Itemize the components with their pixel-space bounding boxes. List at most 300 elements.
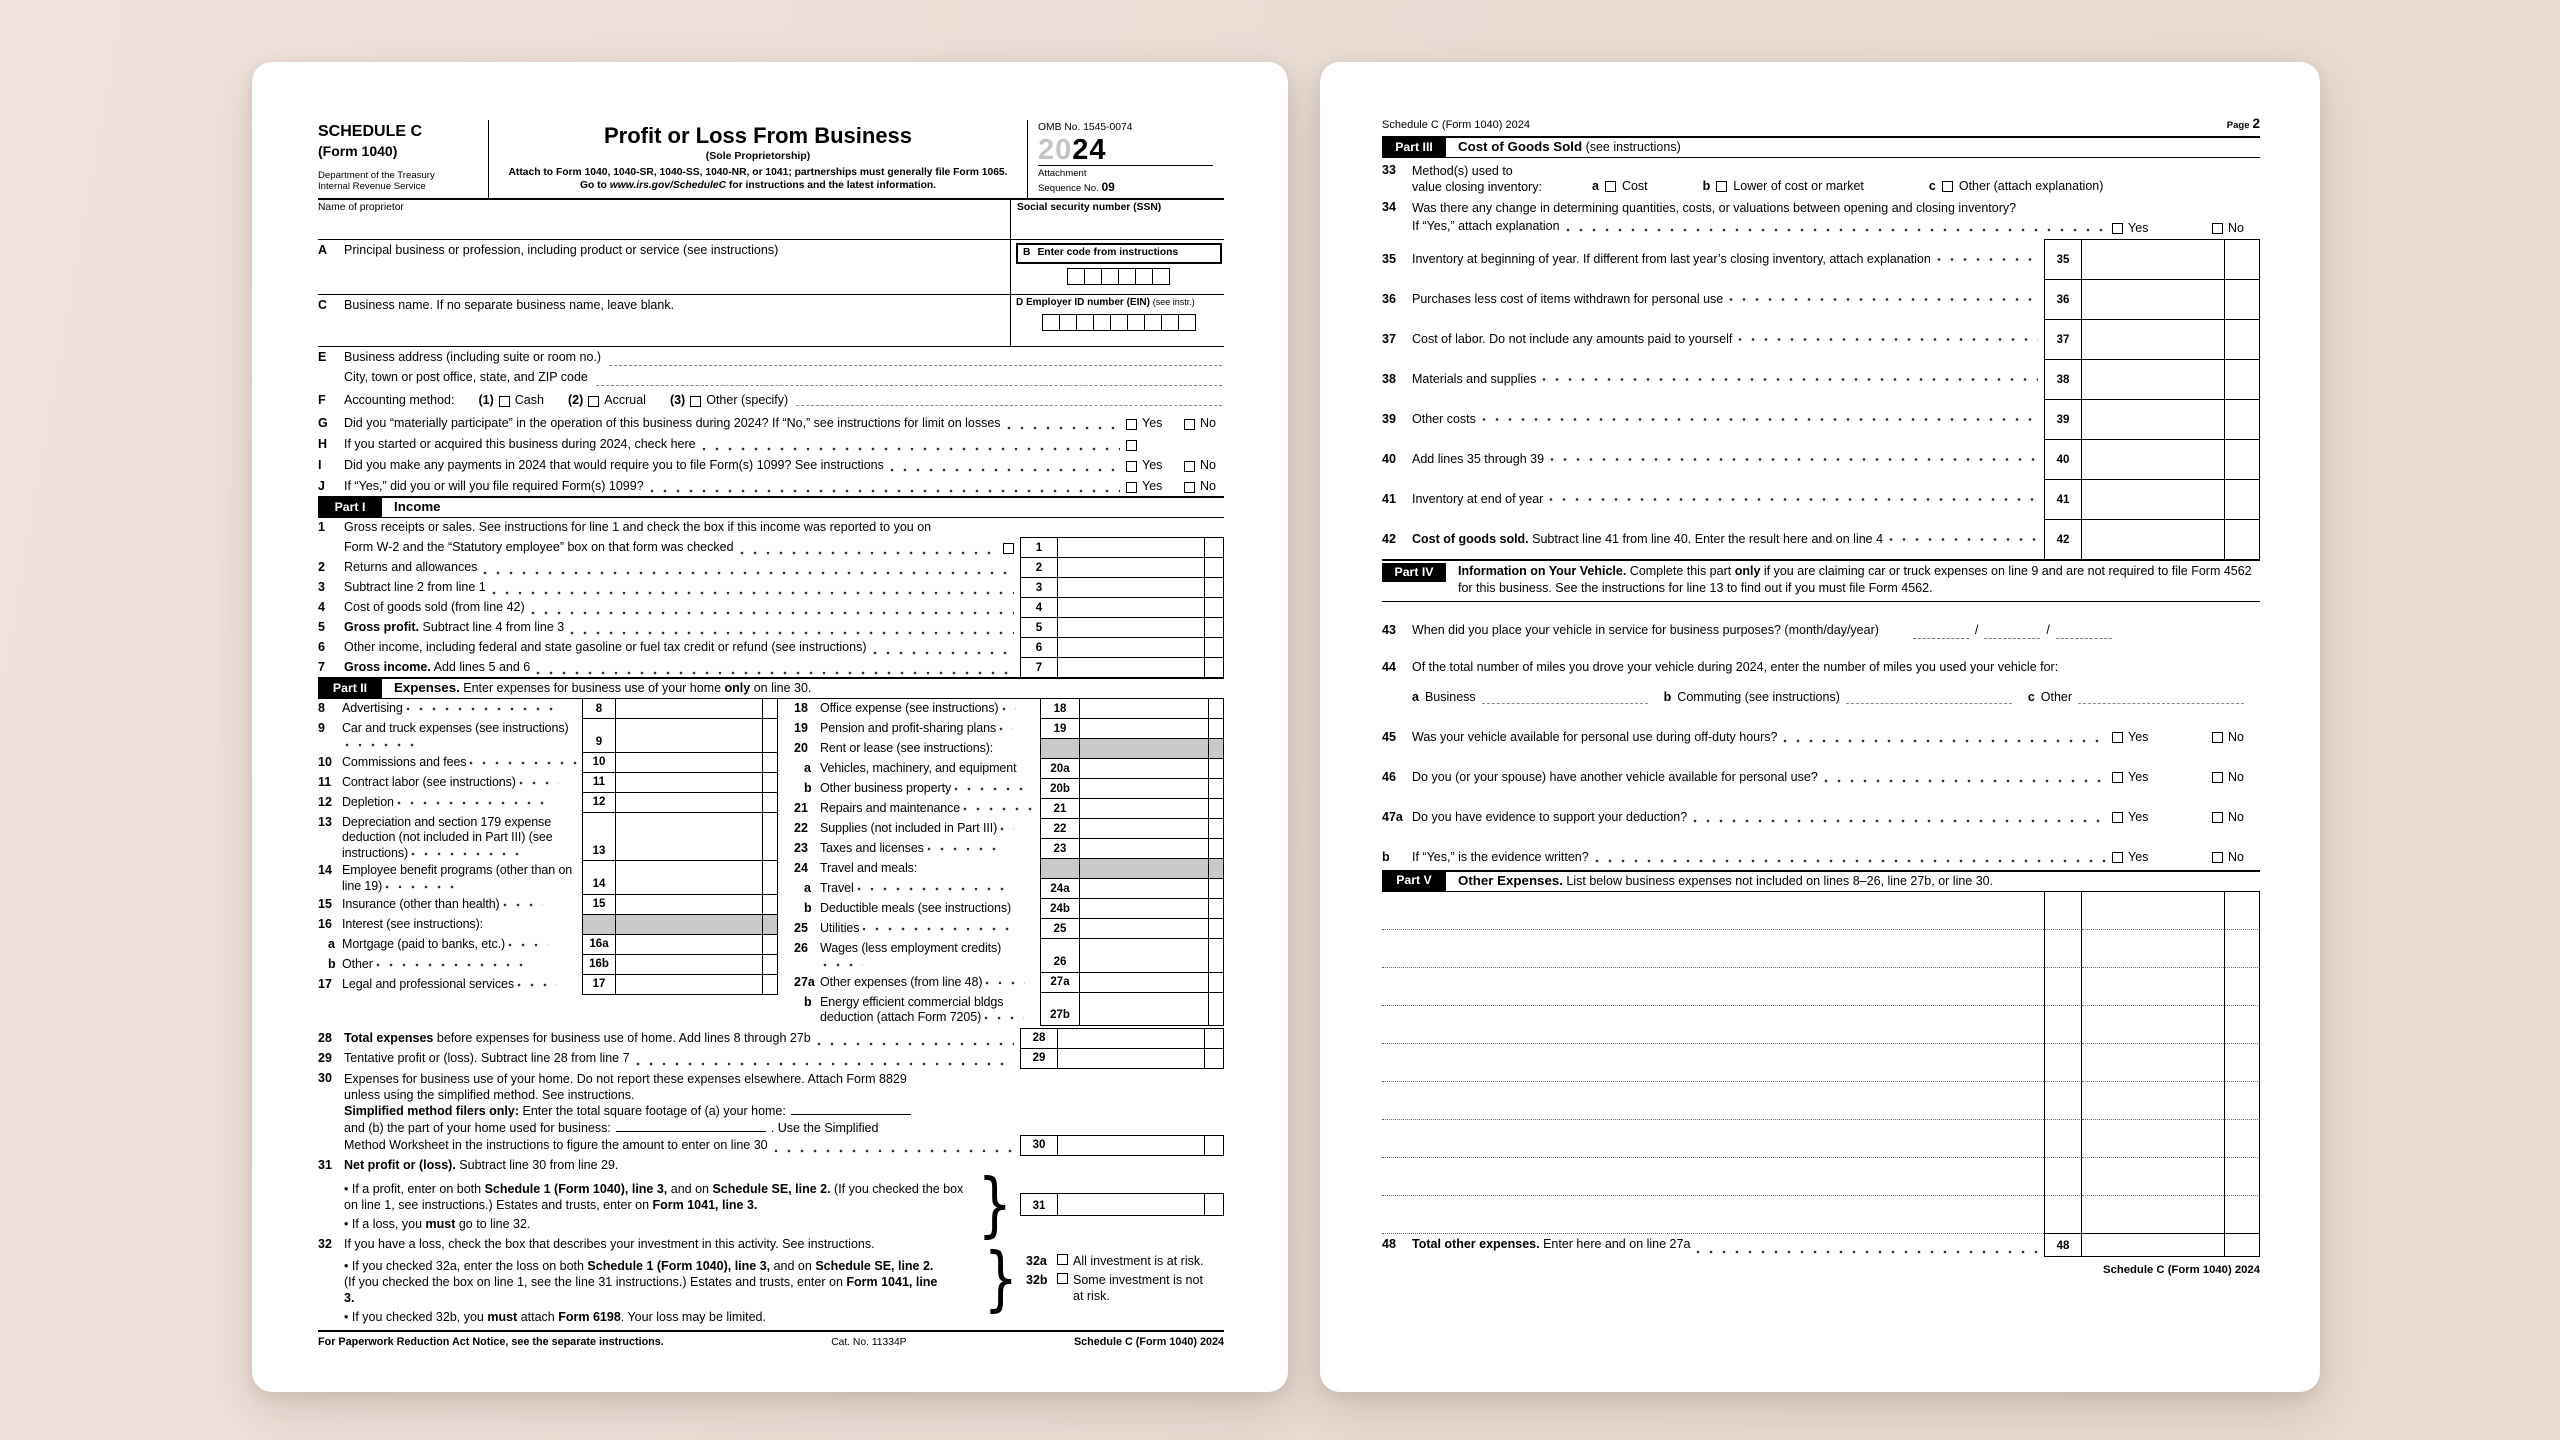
- dotted-leader: [406, 702, 556, 712]
- cents-entry[interactable]: [2224, 399, 2260, 440]
- dotted-leader: [411, 847, 521, 857]
- description-entry-line[interactable]: [1382, 1044, 2044, 1082]
- bullet-text: attach: [517, 1309, 559, 1324]
- amount-entry[interactable]: [2082, 399, 2224, 440]
- date-separator: /: [1974, 623, 1979, 637]
- cents-entry[interactable]: [762, 954, 778, 975]
- line-box: 1: [1020, 537, 1058, 558]
- amount-entry[interactable]: [2082, 1044, 2224, 1082]
- cents-entry[interactable]: [1204, 1028, 1224, 1049]
- only-bold: only: [724, 681, 751, 696]
- page-2-footer: Schedule C (Form 1040) 2024: [2103, 1263, 2260, 1276]
- form-header: [318, 120, 1224, 200]
- yes-label: Yes: [2128, 220, 2149, 235]
- ein-digit-cell[interactable]: [1093, 314, 1111, 331]
- line-label: Materials and supplies: [1412, 372, 1537, 387]
- no-label: No: [1200, 458, 1216, 473]
- code-digit-cell[interactable]: [1101, 268, 1119, 285]
- line-label: Purchases less cost of items withdrawn for personal use: [1412, 292, 1724, 307]
- amount-entry[interactable]: [616, 792, 762, 813]
- line-number: 27a: [794, 974, 815, 989]
- label-text: Rent or lease (see instructions):: [820, 741, 994, 756]
- line-number: 3: [318, 580, 325, 595]
- ssn-field[interactable]: Social security number (SSN): [1010, 200, 1224, 239]
- cents-entry[interactable]: [1204, 637, 1224, 658]
- line-label: [344, 1155, 618, 1176]
- ein-digit-cell[interactable]: [1144, 314, 1162, 331]
- amount-entry[interactable]: [1080, 918, 1208, 939]
- label-bold: Net profit or (loss).: [344, 1157, 456, 1172]
- line-sublabel: (see instr.): [1152, 297, 1195, 308]
- expense-line-row: [794, 818, 1224, 839]
- amount-entry[interactable]: [2082, 239, 2224, 280]
- line-label: Enter code from instructions: [1037, 247, 1179, 259]
- label-text: Car and truck expenses (see instructions): [342, 721, 569, 736]
- line-32a-checkbox[interactable]: [1057, 1254, 1068, 1265]
- part-2-title: [394, 680, 811, 697]
- cents-entry[interactable]: [1208, 778, 1224, 799]
- cents-entry[interactable]: [2224, 479, 2260, 520]
- line-34-no-checkbox[interactable]: [2212, 223, 2223, 234]
- cogs-line-row: [1382, 439, 2260, 480]
- amount-entry[interactable]: [1080, 878, 1208, 899]
- line-label: [820, 718, 1040, 739]
- expenses-right-column: [794, 698, 1224, 1026]
- expense-line-row: [318, 772, 778, 793]
- cents-entry[interactable]: [1208, 972, 1224, 993]
- line-32-bullet-2: [344, 1309, 944, 1325]
- line-34-yes-checkbox[interactable]: [2112, 223, 2123, 234]
- day-entry[interactable]: [1984, 627, 2040, 639]
- line-label: [1412, 1233, 1690, 1257]
- dotted-leader: [1566, 218, 2106, 236]
- expense-line-row: [794, 718, 1224, 739]
- amount-entry[interactable]: [2082, 1196, 2224, 1234]
- line-number: 46: [1382, 770, 1396, 784]
- yes-label: Yes: [1142, 416, 1163, 431]
- amount-entry[interactable]: [2082, 359, 2224, 400]
- amount-entry[interactable]: [2082, 479, 2224, 520]
- amount-entry[interactable]: [1080, 838, 1208, 859]
- amount-entry[interactable]: [1080, 698, 1208, 719]
- code-digit-cell[interactable]: [1067, 268, 1085, 285]
- amount-entry[interactable]: [1058, 597, 1204, 618]
- option-label: Commuting (see instructions): [1677, 690, 1840, 704]
- amount-entry[interactable]: [1058, 537, 1204, 558]
- line-box: 2: [1020, 557, 1058, 578]
- description-entry-line[interactable]: [1382, 930, 2044, 968]
- cents-entry[interactable]: [1208, 758, 1224, 779]
- ein-digit-cell[interactable]: [1110, 314, 1128, 331]
- income-line-row: [318, 597, 1224, 618]
- cents-entry[interactable]: [762, 934, 778, 955]
- expense-line-row: [794, 898, 1224, 919]
- amount-entry[interactable]: [616, 860, 762, 894]
- cost-checkbox[interactable]: [1605, 181, 1616, 192]
- label-bold: Cost of goods sold.: [1412, 532, 1529, 547]
- description-entry-line[interactable]: [1382, 1196, 2044, 1234]
- brace: }: [977, 1163, 1012, 1246]
- amount-entry[interactable]: [1058, 657, 1204, 678]
- line-label: [344, 657, 530, 678]
- amount-entry[interactable]: [1080, 798, 1208, 819]
- cents-entry[interactable]: [1208, 718, 1224, 739]
- dotted-leader: [376, 958, 526, 968]
- statutory-employee-checkbox[interactable]: [1003, 543, 1014, 554]
- line-number: 20: [794, 741, 808, 756]
- cents-entry[interactable]: [2224, 1196, 2260, 1234]
- month-entry[interactable]: [1913, 627, 1969, 639]
- amount-entry[interactable]: [616, 698, 762, 719]
- part-1-tag: Part I: [318, 498, 382, 517]
- description-entry-line[interactable]: [1382, 1006, 2044, 1044]
- cogs-line-row: [1382, 319, 2260, 360]
- lower-cost-checkbox[interactable]: [1716, 181, 1727, 192]
- line-label: If you have a loss, check the box that describes your investment in this activity. See instructions.: [344, 1236, 875, 1251]
- description-entry-line[interactable]: [1382, 892, 2044, 930]
- description-entry-line[interactable]: [1382, 1082, 2044, 1120]
- line-label: [820, 938, 1040, 972]
- no-label: No: [2228, 220, 2244, 235]
- other-expense-blank-row: [1382, 1158, 2260, 1196]
- label-bold: Gross income.: [344, 660, 431, 675]
- year-entry[interactable]: [2056, 627, 2112, 639]
- cents-entry[interactable]: [1204, 1135, 1224, 1156]
- cents-entry[interactable]: [2224, 439, 2260, 480]
- amount-entry[interactable]: [1080, 992, 1208, 1026]
- cents-entry[interactable]: [2224, 1158, 2260, 1196]
- line-label: When did you place your vehicle in service for business purposes? (month/day/year): [1412, 623, 1879, 637]
- cents-entry[interactable]: [762, 894, 778, 915]
- cents-entry[interactable]: [1208, 698, 1224, 719]
- cents-entry[interactable]: [762, 792, 778, 813]
- yes-option: [2112, 810, 2212, 826]
- business-footage-entry[interactable]: [616, 1121, 766, 1132]
- line-I-no-checkbox[interactable]: [1184, 461, 1195, 472]
- part-3-header: [1382, 136, 2260, 158]
- code-digit-cell[interactable]: [1118, 268, 1136, 285]
- other-miles-entry[interactable]: [2078, 703, 2244, 704]
- shaded-cell: [1080, 738, 1208, 759]
- cents-entry[interactable]: [2224, 1006, 2260, 1044]
- commuting-miles-entry[interactable]: [1846, 703, 2012, 704]
- line-letter: B: [1023, 247, 1031, 259]
- label-text: Deductible meals (see instructions): [820, 901, 1012, 916]
- part-4-header: [1382, 559, 2260, 601]
- amount-entry[interactable]: [1058, 1028, 1204, 1049]
- form-id-footer: Schedule C (Form 1040) 2024: [1073, 1335, 1224, 1348]
- goto-pre: Go to: [579, 180, 610, 192]
- cents-entry[interactable]: [1204, 597, 1224, 618]
- bullet-text: • If you checked 32b, you: [344, 1309, 488, 1324]
- line-J-yes-checkbox[interactable]: [1126, 482, 1137, 493]
- cents-entry[interactable]: [762, 752, 778, 773]
- cents-entry[interactable]: [1208, 918, 1224, 939]
- line-47a-no-checkbox[interactable]: [2212, 812, 2223, 823]
- amount-entry[interactable]: [1080, 898, 1208, 919]
- line-number: 34: [1382, 200, 1396, 215]
- city-entry-line[interactable]: [596, 370, 1222, 386]
- line-G-yes-checkbox[interactable]: [1126, 419, 1137, 430]
- cents-entry[interactable]: [1204, 557, 1224, 578]
- line-label: If you started or acquired this business during 2024, check here: [344, 437, 696, 452]
- cents-entry[interactable]: [762, 860, 778, 894]
- line-J-no-checkbox[interactable]: [1184, 482, 1195, 493]
- square-footage-entry[interactable]: [791, 1104, 911, 1115]
- line-number: 8: [318, 701, 325, 716]
- cash-checkbox[interactable]: [499, 396, 510, 407]
- bullet-bold: Form 1041, line 3.: [344, 1274, 938, 1305]
- label-line1: Was there any change in determining quantities, costs, or valuations between opening and closing inventory?: [1412, 201, 2017, 216]
- line-box: 21: [1040, 798, 1080, 819]
- option-letter: b: [1663, 690, 1672, 704]
- line-label: [342, 812, 582, 862]
- cents-entry[interactable]: [2224, 968, 2260, 1006]
- amount-entry[interactable]: [2082, 892, 2224, 930]
- line-number: 1: [318, 520, 325, 535]
- cogs-line-row: [1382, 399, 2260, 440]
- amount-entry[interactable]: [2082, 279, 2224, 320]
- cents-entry[interactable]: [2224, 519, 2260, 560]
- dotted-leader: [1550, 439, 2038, 480]
- amount-entry[interactable]: [616, 772, 762, 793]
- amount-entry[interactable]: [616, 752, 762, 773]
- dotted-leader: [1696, 1233, 2038, 1257]
- line-label: [820, 838, 1040, 859]
- cents-entry[interactable]: [1204, 617, 1224, 638]
- dotted-leader: [1595, 850, 2106, 866]
- line-32b-checkbox[interactable]: [1057, 1273, 1068, 1284]
- line-C-D-row: [318, 295, 1224, 347]
- line-I-yes-checkbox[interactable]: [1126, 461, 1137, 472]
- cents-entry[interactable]: [2224, 359, 2260, 400]
- amount-entry[interactable]: [2082, 439, 2224, 480]
- code-digit-cell[interactable]: [1152, 268, 1170, 285]
- amount-entry[interactable]: [616, 954, 762, 975]
- line-number: 7: [318, 660, 325, 675]
- income-line-row: [318, 617, 1224, 638]
- dotted-leader: [963, 802, 1033, 812]
- amount-entry[interactable]: [1080, 758, 1208, 779]
- ein-digit-cell[interactable]: [1059, 314, 1077, 331]
- amount-entry[interactable]: [616, 812, 762, 862]
- part-5-title-text: List below business expenses not included on lines 8–26, line 27b, or line 30.: [1562, 873, 1994, 888]
- income-line-row: [318, 637, 1224, 658]
- ein-digit-cell[interactable]: [1076, 314, 1094, 331]
- line-number: 31: [318, 1157, 332, 1172]
- line-label: Do you have evidence to support your deduction?: [1412, 810, 1688, 824]
- amount-entry[interactable]: [2082, 1006, 2224, 1044]
- amount-entry[interactable]: [1058, 577, 1204, 598]
- label-text: Other income, including federal and state gasoline or fuel tax credit or refund (see instructions): [344, 640, 867, 655]
- line-number: 23: [794, 841, 808, 856]
- amount-entry[interactable]: [2082, 1233, 2224, 1257]
- amount-entry[interactable]: [2082, 930, 2224, 968]
- cents-entry[interactable]: [2224, 1082, 2260, 1120]
- line-45-yes-checkbox[interactable]: [2112, 732, 2123, 743]
- expense-line-row: [794, 838, 1224, 859]
- amount-entry[interactable]: [616, 718, 762, 752]
- proprietor-name-field[interactable]: Name of proprietor: [318, 202, 404, 214]
- expense-line-row: [318, 698, 778, 719]
- code-digit-cell[interactable]: [1084, 268, 1102, 285]
- line-number: 12: [318, 794, 332, 809]
- cents-entry[interactable]: [1204, 1193, 1224, 1216]
- dotted-leader: [857, 882, 1007, 892]
- amount-entry[interactable]: [616, 974, 762, 995]
- cents-entry[interactable]: [762, 812, 778, 862]
- expense-line-row: [794, 878, 1224, 899]
- cents-entry[interactable]: [2224, 1120, 2260, 1158]
- amount-entry[interactable]: [2082, 319, 2224, 360]
- line-H-checkbox[interactable]: [1126, 440, 1137, 451]
- cents-entry[interactable]: [1204, 1048, 1224, 1069]
- amount-entry[interactable]: [1080, 778, 1208, 799]
- amount-entry[interactable]: [2082, 1158, 2224, 1196]
- cents-entry[interactable]: [1208, 798, 1224, 819]
- dotted-leader: [702, 433, 1120, 454]
- no-option: [1184, 475, 1224, 496]
- expense-line-row: [318, 718, 778, 752]
- other-expense-blank-row: [1382, 1006, 2260, 1044]
- part-5-header: [1382, 870, 2260, 892]
- amount-entry[interactable]: [1080, 718, 1208, 739]
- cents-entry[interactable]: [2224, 319, 2260, 360]
- amount-entry[interactable]: [1058, 637, 1204, 658]
- description-entry-line[interactable]: [1382, 1120, 2044, 1158]
- ein-digit-cell[interactable]: [1161, 314, 1179, 331]
- label-text: Subtract line 2 from line 1: [344, 580, 486, 595]
- cents-entry[interactable]: [1204, 657, 1224, 678]
- line-46-yes-checkbox[interactable]: [2112, 772, 2123, 783]
- line-box: 12: [582, 792, 616, 813]
- cents-entry[interactable]: [1208, 878, 1224, 899]
- cents-entry[interactable]: [1208, 818, 1224, 839]
- amount-entry[interactable]: [2082, 1082, 2224, 1120]
- line-number: 32b: [1026, 1272, 1048, 1287]
- cents-entry[interactable]: [2224, 930, 2260, 968]
- line-box: 17: [582, 974, 616, 995]
- ein-digit-cell[interactable]: [1042, 314, 1060, 331]
- cents-entry[interactable]: [762, 974, 778, 995]
- line-30-line1: Expenses for business use of your home. Do not report these expenses elsewhere. Attach Form 8829: [344, 1071, 907, 1086]
- line-G-no-checkbox[interactable]: [1184, 419, 1195, 430]
- expense-line-row: [318, 954, 778, 975]
- amount-entry[interactable]: [1080, 818, 1208, 839]
- line-box: 28: [1020, 1028, 1058, 1049]
- expense-line-row: [318, 792, 778, 813]
- amount-entry[interactable]: [1058, 557, 1204, 578]
- dotted-leader: [508, 938, 548, 948]
- accrual-checkbox[interactable]: [588, 396, 599, 407]
- line-label: [342, 752, 582, 773]
- dotted-leader: [531, 597, 1014, 618]
- line-A[interactable]: [318, 240, 1010, 294]
- no-label: No: [1200, 479, 1216, 494]
- part-2-title-bold: Expenses.: [394, 680, 460, 696]
- amount-entry[interactable]: [1080, 938, 1208, 972]
- line-46-no-checkbox[interactable]: [2212, 772, 2223, 783]
- cents-entry[interactable]: [1208, 898, 1224, 919]
- line-label: [1412, 519, 1883, 560]
- cents-entry[interactable]: [1208, 938, 1224, 972]
- yes-option: [2112, 850, 2212, 866]
- yes-no-options: [2112, 221, 2260, 240]
- business-miles-entry[interactable]: [1482, 703, 1648, 704]
- part-5-title: [1458, 873, 1993, 890]
- code-digit-cell[interactable]: [1135, 268, 1153, 285]
- amount-entry[interactable]: [616, 894, 762, 915]
- amount-entry[interactable]: [1058, 1048, 1204, 1069]
- cents-entry[interactable]: [762, 718, 778, 752]
- description-entry-line[interactable]: [1382, 1158, 2044, 1196]
- line-label: [342, 914, 582, 935]
- amount-entry[interactable]: [1080, 972, 1208, 993]
- line-box: 26: [1040, 938, 1080, 972]
- description-entry-line[interactable]: [1382, 968, 2044, 1006]
- amount-entry[interactable]: [1058, 1135, 1204, 1156]
- line-label: [820, 992, 1040, 1026]
- cents-entry[interactable]: [1204, 537, 1224, 558]
- amount-entry[interactable]: [1058, 1193, 1204, 1216]
- amount-entry[interactable]: [2082, 968, 2224, 1006]
- line-number: 9: [318, 721, 325, 736]
- cents-entry[interactable]: [2224, 1044, 2260, 1082]
- other-method-checkbox[interactable]: [690, 396, 701, 407]
- address-entry-line[interactable]: [609, 350, 1222, 366]
- line-E: [318, 347, 1224, 390]
- cents-entry[interactable]: [1208, 992, 1224, 1026]
- dotted-leader: [570, 617, 1014, 638]
- irs-url-link[interactable]: www.irs.gov/ScheduleC: [609, 180, 727, 192]
- amount-entry[interactable]: [2082, 1120, 2224, 1158]
- line-label: [344, 577, 486, 598]
- line-45-no-checkbox[interactable]: [2212, 732, 2223, 743]
- cents-entry[interactable]: [2224, 892, 2260, 930]
- line-32a-option: [1026, 1254, 1224, 1270]
- line-label: [820, 972, 1040, 993]
- other-expense-blank-row: [1382, 1196, 2260, 1234]
- cents-entry[interactable]: [762, 698, 778, 719]
- line-number: a: [804, 761, 811, 776]
- line-number: 2: [318, 560, 325, 575]
- line-box: 38: [2044, 359, 2082, 400]
- cents-entry[interactable]: [2224, 1233, 2260, 1257]
- cents-entry[interactable]: [1204, 577, 1224, 598]
- line-C[interactable]: [318, 295, 1010, 346]
- cents-entry[interactable]: [2224, 239, 2260, 280]
- amount-entry[interactable]: [616, 934, 762, 955]
- line-box: 31: [1020, 1193, 1058, 1216]
- amount-entry[interactable]: [2082, 519, 2224, 560]
- ein-digit-cell[interactable]: [1178, 314, 1196, 331]
- line-47a-yes-checkbox[interactable]: [2112, 812, 2123, 823]
- yes-option: [2112, 221, 2212, 237]
- dotted-leader: [740, 537, 997, 558]
- other-specify-entry-line[interactable]: [796, 390, 1222, 406]
- cents-entry[interactable]: [762, 772, 778, 793]
- line-box: 5: [1020, 617, 1058, 638]
- amount-entry[interactable]: [1058, 617, 1204, 638]
- cents-entry[interactable]: [2224, 279, 2260, 320]
- cents-entry[interactable]: [1208, 838, 1224, 859]
- ein-digit-cell[interactable]: [1127, 314, 1145, 331]
- business-code-box[interactable]: [1016, 243, 1222, 264]
- line-47b-no-checkbox[interactable]: [2212, 852, 2223, 863]
- line-47b-yes-checkbox[interactable]: [2112, 852, 2123, 863]
- other-method-checkbox[interactable]: [1942, 181, 1953, 192]
- part-5-tag: Part V: [1382, 872, 1446, 891]
